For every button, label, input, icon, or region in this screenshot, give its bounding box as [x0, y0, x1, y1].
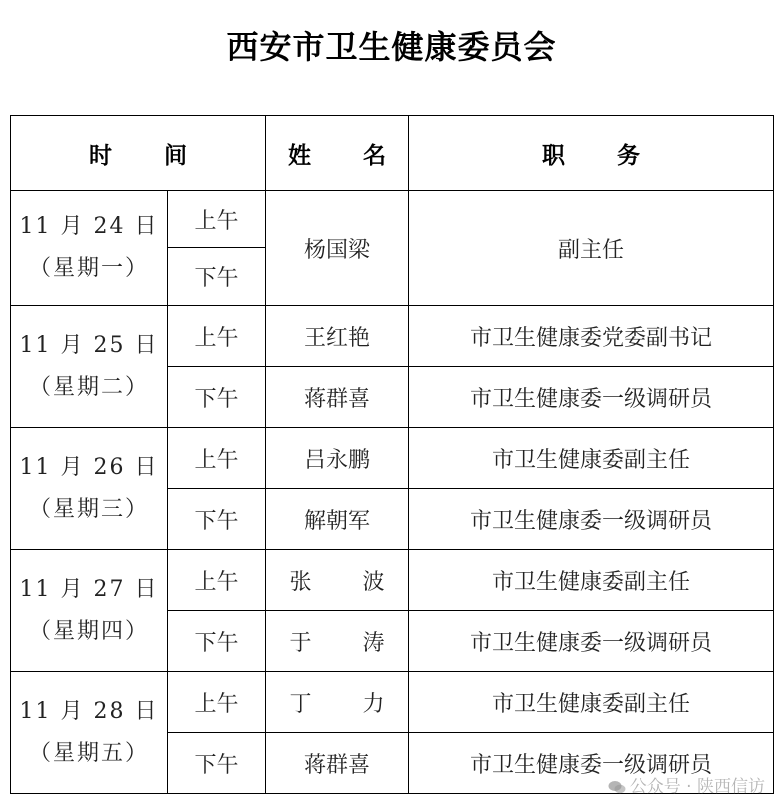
table-row [11, 428, 774, 489]
date-text: 11 月 26 日 [19, 454, 159, 480]
header-position: 职 务 [409, 116, 774, 191]
date-text: 11 月 25 日 [19, 332, 159, 358]
table-row [11, 550, 774, 611]
period-cell: 上午 [168, 306, 266, 367]
weekday-text: （星期二） [28, 374, 149, 400]
watermark [608, 772, 765, 797]
date-cell [11, 306, 168, 428]
date-text: 11 月 24 日 [19, 214, 159, 239]
date-cell [11, 191, 168, 306]
name-cell: 张 波 [266, 550, 409, 611]
name-cell: 解朝军 [266, 489, 409, 550]
period-cell: 上午 [168, 428, 266, 489]
position-cell: 市卫生健康委副主任 [409, 550, 774, 611]
name-cell: 于 涛 [266, 611, 409, 672]
position-cell: 副主任 [409, 191, 774, 306]
table-row [11, 306, 774, 367]
period-cell: 上午 [168, 672, 266, 733]
period-cell: 下午 [168, 489, 266, 550]
period-cell: 上午 [168, 191, 266, 248]
position-cell: 市卫生健康委一级调研员 [409, 367, 774, 428]
weekday-text: （星期一） [28, 256, 149, 281]
period-cell: 下午 [168, 248, 266, 306]
position-cell: 市卫生健康委一级调研员 [409, 489, 774, 550]
position-cell: 市卫生健康委一级调研员 [409, 611, 774, 672]
date-text: 11 月 27 日 [19, 576, 159, 602]
name-cell: 蒋群喜 [266, 733, 409, 794]
name-cell: 吕永鹏 [266, 428, 409, 489]
period-cell: 下午 [168, 733, 266, 794]
period-cell: 上午 [168, 550, 266, 611]
weekday-text: （星期三） [28, 496, 149, 522]
date-cell [11, 550, 168, 672]
watermark-account: 陕西信访 [697, 777, 765, 797]
name-cell: 王红艳 [266, 306, 409, 367]
date-cell [11, 672, 168, 794]
header-row [11, 116, 774, 191]
position-cell: 市卫生健康委副主任 [409, 672, 774, 733]
date-text: 11 月 28 日 [19, 698, 159, 724]
wechat-icon [608, 780, 626, 794]
position-cell: 市卫生健康委一级调研员 [409, 733, 774, 794]
position-cell: 市卫生健康委副主任 [409, 428, 774, 489]
date-cell [11, 428, 168, 550]
name-cell: 蒋群喜 [266, 367, 409, 428]
header-time: 时 间 [11, 116, 266, 191]
weekday-text: （星期四） [28, 618, 149, 644]
period-cell: 下午 [168, 611, 266, 672]
table-row [11, 191, 774, 248]
watermark-prefix: 公众号 · [629, 777, 697, 797]
position-cell: 市卫生健康委党委副书记 [409, 306, 774, 367]
name-cell: 杨国梁 [266, 191, 409, 306]
document-title: 西安市卫生健康委员会 [226, 28, 557, 66]
name-cell: 丁 力 [266, 672, 409, 733]
header-name: 姓 名 [266, 116, 409, 191]
table-row [11, 672, 774, 733]
schedule-table [10, 115, 774, 794]
weekday-text: （星期五） [28, 740, 149, 766]
period-cell: 下午 [168, 367, 266, 428]
